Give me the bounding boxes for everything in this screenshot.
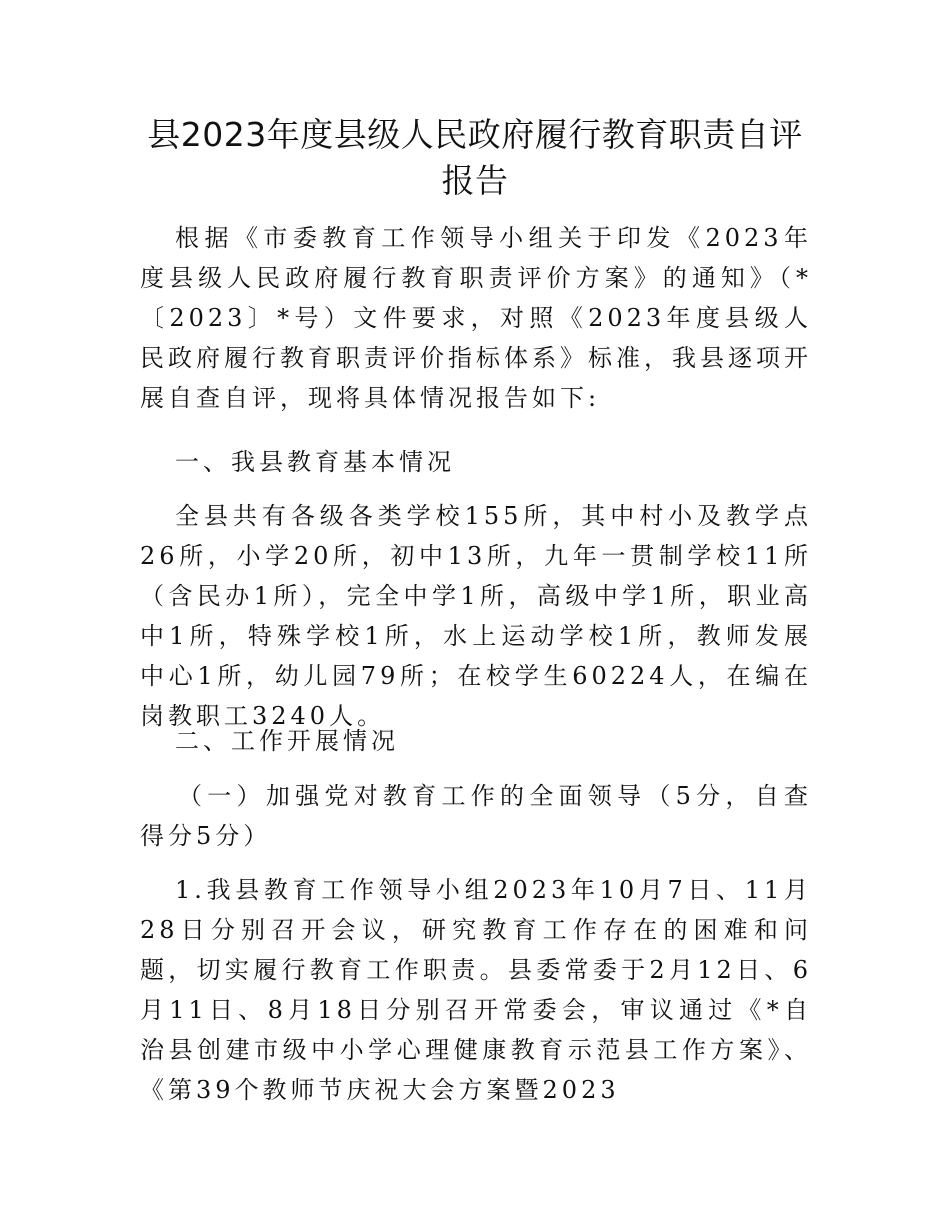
subsection-heading-party-leadership: （一）加强党对教育工作的全面领导（5分，自查得分5分）: [140, 782, 812, 850]
item-1-paragraph: 1.我县教育工作领导小组2023年10月7日、11月28日分别召开会议，研究教育工作存在的困难和问题，切实履行教育工作职责。县委常委于2月12日、6月11日、8月18日分别召开常委会，审议通过《*自治县创建市级中小学心理健康教育示范县工作方案》、《第39个教师节庆祝大会方案暨2023: [140, 876, 812, 1104]
section-heading-basic-situation: 一、我县教育基本情况: [175, 448, 455, 476]
document-title: 县2023年度县级人民政府履行教育职责自评报告: [147, 115, 803, 200]
basic-situation-paragraph: 全县共有各级各类学校155所，其中村小及教学点26所，小学20所，初中13所，九年一贯制学校11所（含民办1所），完全中学1所，高级中学1所，职业高中1所，特殊学校1所，水上运动学校1所，教师发展中心1所，幼儿园79所；在校学生60224人，在编在岗教职工3240人。: [140, 502, 812, 730]
section-heading-work-progress: 二、工作开展情况: [175, 727, 399, 755]
intro-paragraph: 根据《市委教育工作领导小组关于印发《2023年度县级人民政府履行教育职责评价方案》的通知》（*〔2023〕*号）文件要求，对照《2023年度县级人民政府履行教育职责评价指标体系》标准，我县逐项开展自查自评，现将具体情况报告如下:: [140, 224, 812, 412]
